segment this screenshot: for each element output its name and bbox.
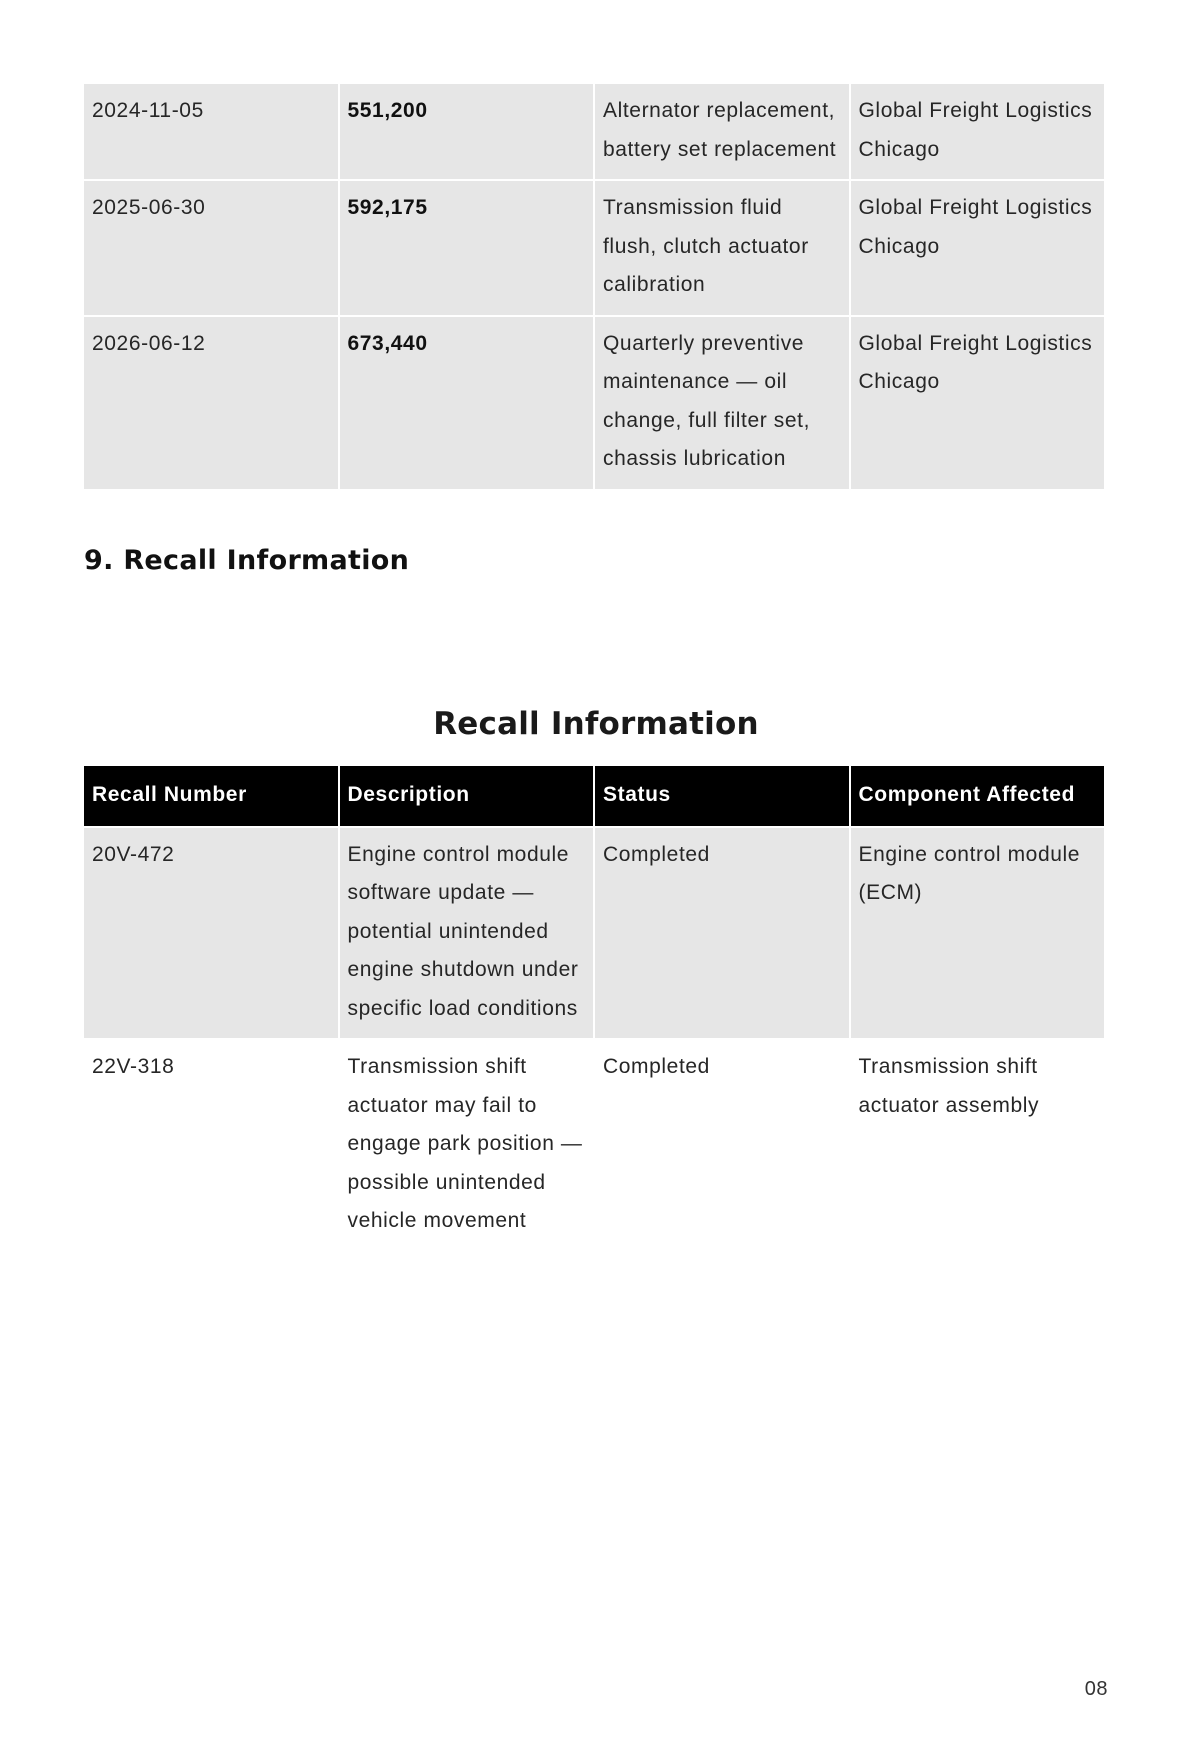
recall-description-cell: Transmission shift actuator may fail to engage park position — possible unintended vehicle movement [340,1040,594,1253]
recall-number-cell: 22V-318 [84,1040,338,1253]
table-header-row [84,766,1104,828]
table-row [84,181,1104,317]
facility-cell: Global Freight Logistics Chicago [851,181,1105,317]
column-header-recall-number: Recall Number [84,766,338,828]
component-cell: Engine control module (ECM) [851,828,1105,1041]
maintenance-history-table [82,84,1106,491]
mileage-cell: 592,175 [340,181,594,317]
table-row [84,828,1104,1041]
recall-status-cell: Completed [595,1040,849,1253]
recall-table [82,766,1106,1253]
service-date-cell: 2024-11-05 [84,84,338,181]
recall-number-cell: 20V-472 [84,828,338,1041]
table-row [84,1040,1104,1253]
recall-description-cell: Engine control module software update — potential unintended engine shutdown under specific load conditions [340,828,594,1041]
service-description-cell: Quarterly preventive maintenance — oil change, full filter set, chassis lubrication [595,317,849,491]
facility-cell: Global Freight Logistics Chicago [851,317,1105,491]
table-row [84,317,1104,491]
recall-status-cell: Completed [595,828,849,1041]
service-date-cell: 2025-06-30 [84,181,338,317]
column-header-component: Component Affected [851,766,1105,828]
mileage-cell: 551,200 [340,84,594,181]
mileage-cell: 673,440 [340,317,594,491]
column-header-status: Status [595,766,849,828]
section-heading: 9. Recall Information [84,544,410,576]
table-row [84,84,1104,181]
facility-cell: Global Freight Logistics Chicago [851,84,1105,181]
component-cell: Transmission shift actuator assembly [851,1040,1105,1253]
recall-table-title: Recall Information [433,705,759,742]
page-number: 08 [1084,1678,1108,1700]
service-description-cell: Alternator replacement, battery set replacement [595,84,849,181]
document-page [84,84,1108,1253]
service-date-cell: 2026-06-12 [84,317,338,491]
column-header-description: Description [340,766,594,828]
service-description-cell: Transmission fluid flush, clutch actuator calibration [595,181,849,317]
